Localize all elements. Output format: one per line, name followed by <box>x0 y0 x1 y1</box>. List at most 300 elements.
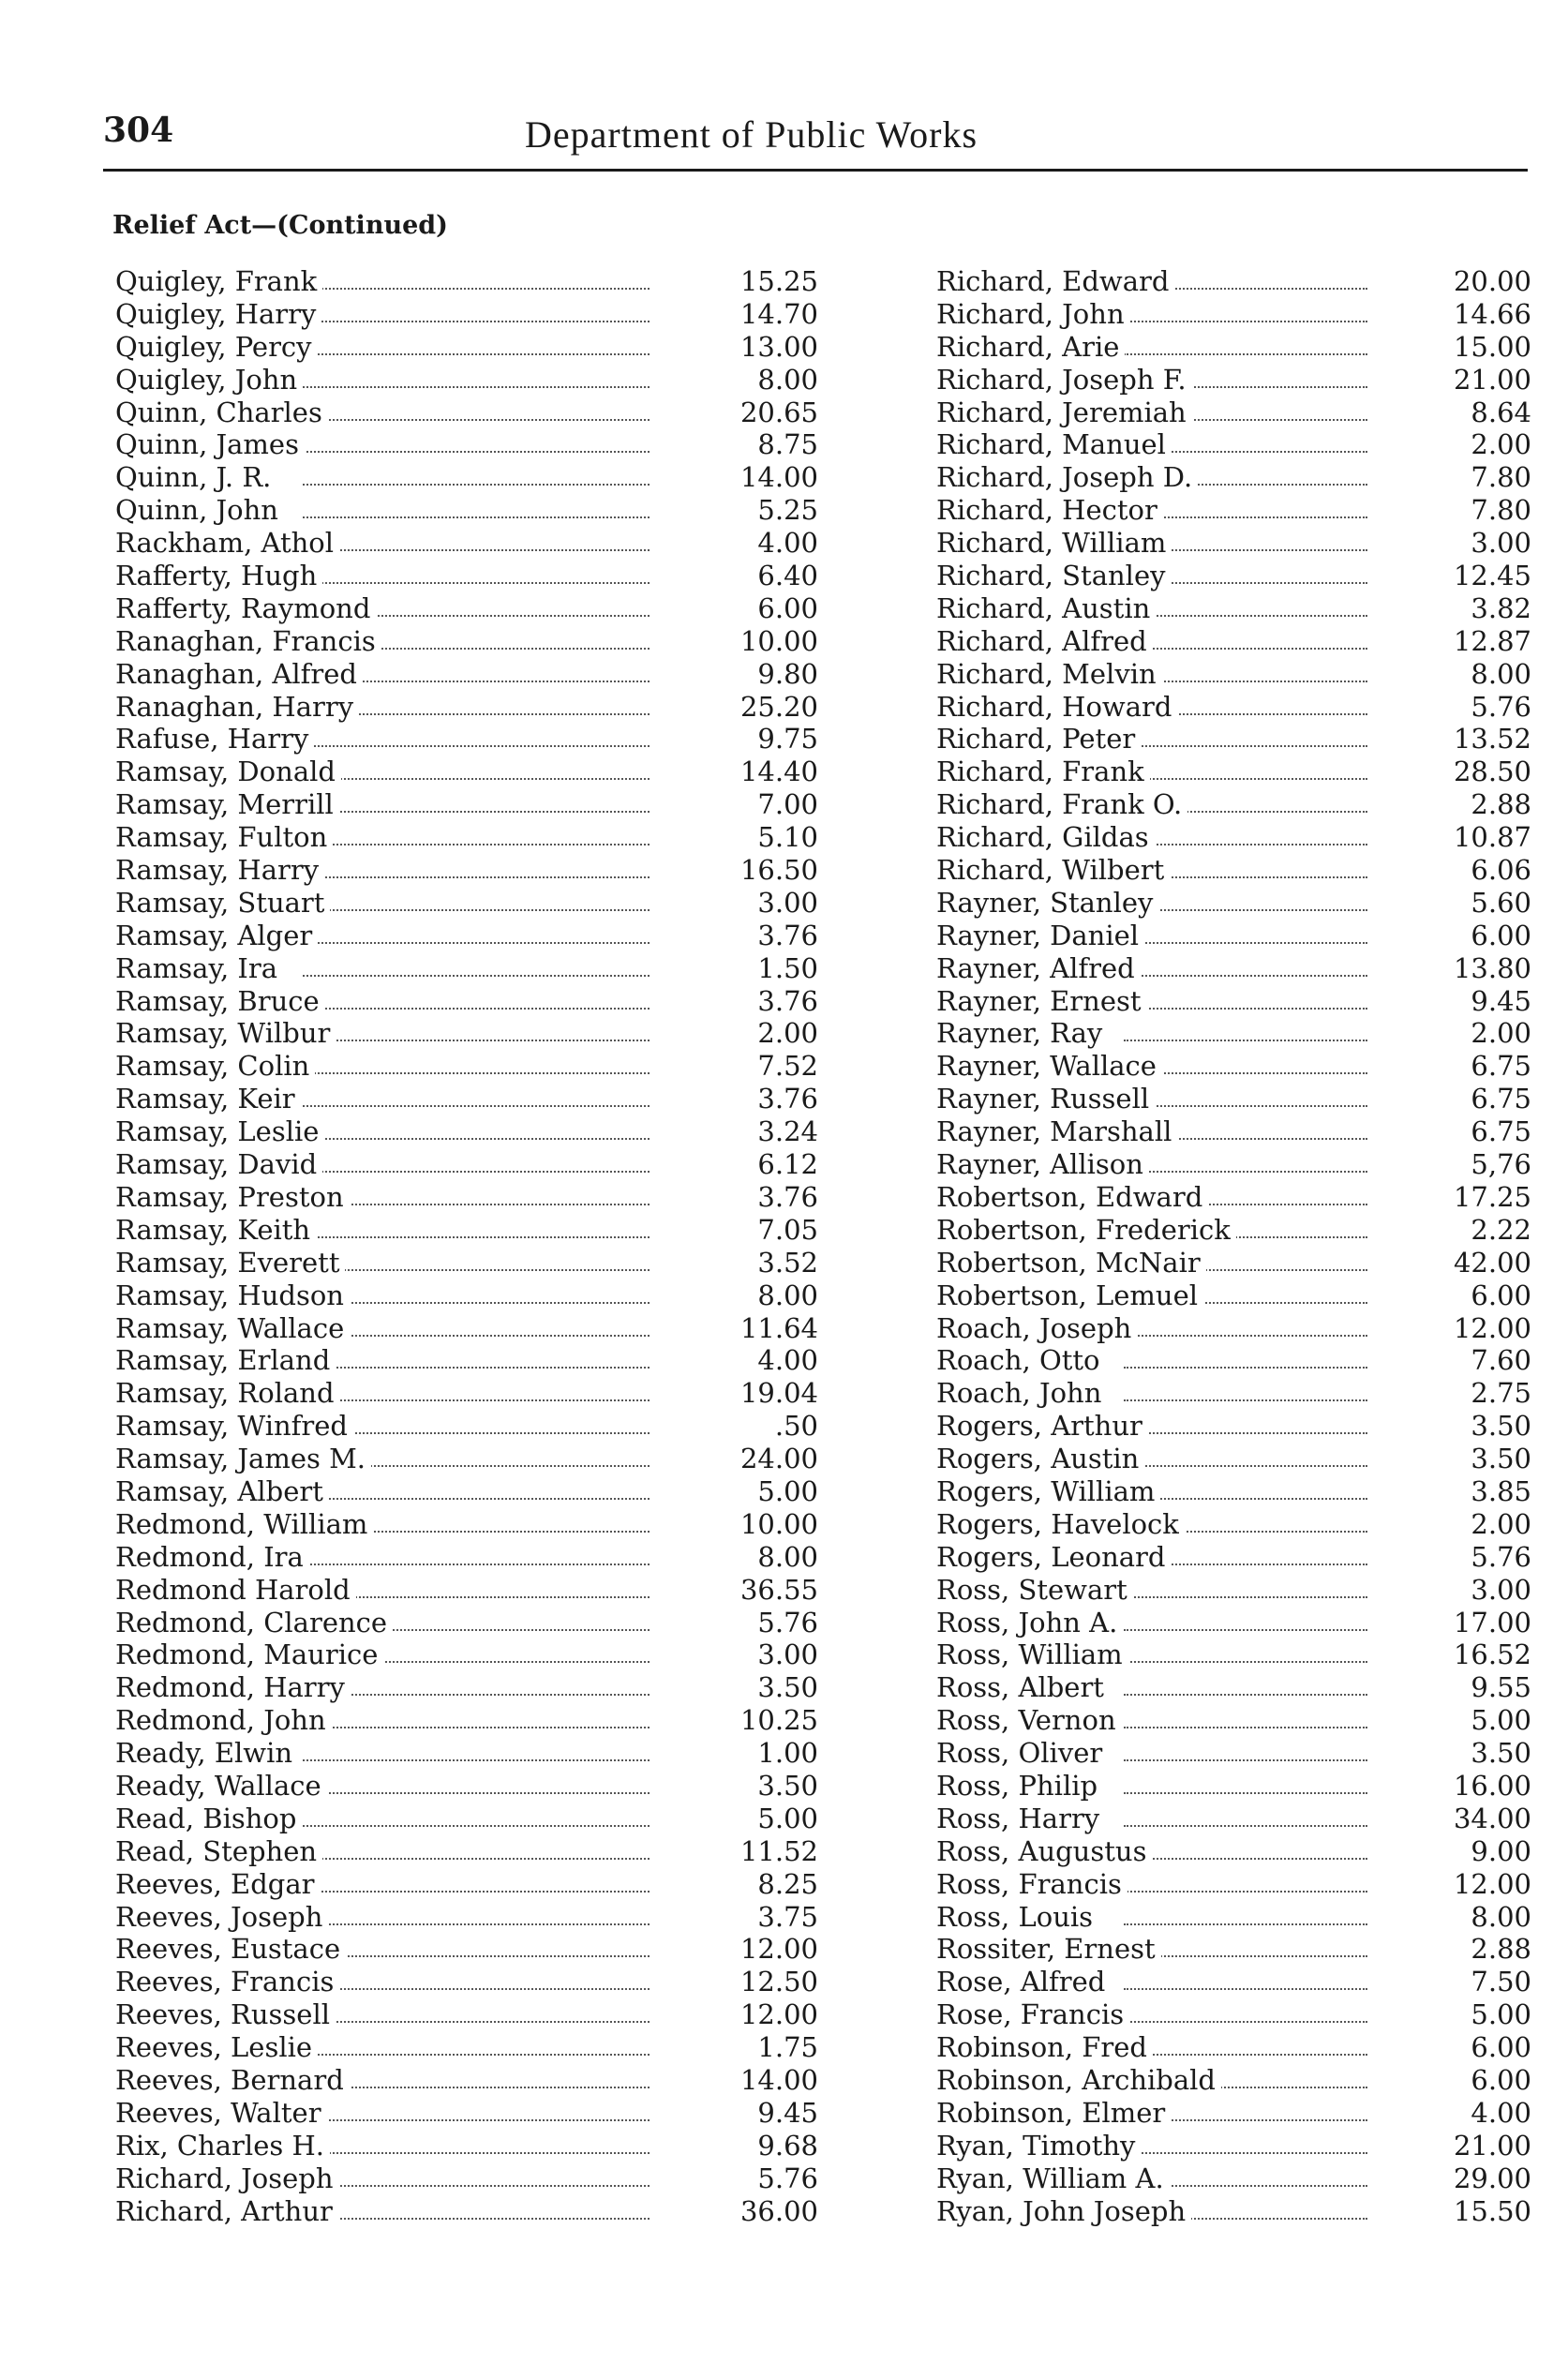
list-item <box>936 2064 1536 2097</box>
payment-amount: 5.00 <box>1471 1704 1531 1737</box>
list-item <box>115 821 818 854</box>
payment-amount: 9.45 <box>757 2096 818 2129</box>
list-item <box>936 1377 1536 1410</box>
list-item <box>936 560 1536 592</box>
payee-name: Ramsay, Keith <box>115 1214 316 1247</box>
dot-leader <box>303 1267 650 1271</box>
list-item <box>115 1867 818 1901</box>
dot-leader <box>1124 1038 1367 1041</box>
list-item <box>115 657 818 691</box>
payment-amount: 2.00 <box>1471 428 1531 461</box>
payment-amount: 34.00 <box>1453 1802 1531 1834</box>
list-item <box>115 690 818 724</box>
payee-name: Ross, Francis <box>936 1868 1127 1901</box>
dot-leader <box>1124 1430 1367 1434</box>
dot-leader <box>303 1692 650 1696</box>
dot-leader <box>303 547 650 551</box>
payment-amount: 21.00 <box>1453 2129 1531 2162</box>
payment-amount: 16.50 <box>739 854 818 887</box>
payee-name: Rayner, Stanley <box>936 887 1158 920</box>
payment-amount: 20.00 <box>1453 265 1531 297</box>
payee-name: Ryan, William A. <box>936 2162 1170 2195</box>
payee-name: Reeves, Joseph <box>115 1901 328 1934</box>
payee-name: Ross, Oliver <box>936 1737 1108 1770</box>
payee-name: Richard, Alfred <box>936 625 1153 658</box>
page-number: 304 <box>103 111 174 150</box>
payee-name: Rogers, Havelock <box>936 1508 1185 1541</box>
payee-name: Robertson, McNair <box>936 1247 1206 1279</box>
list-item <box>115 1998 818 2031</box>
payment-amount: 5.10 <box>757 821 818 854</box>
payee-name: Reeves, Edgar <box>115 1868 320 1901</box>
list-item <box>115 1573 818 1607</box>
list-item <box>936 1050 1536 1083</box>
dot-leader <box>303 1038 650 1041</box>
list-item <box>115 1540 818 1574</box>
payment-amount: 5.00 <box>757 1474 818 1507</box>
list-item <box>936 1770 1536 1803</box>
dot-leader <box>303 1856 650 1860</box>
payee-name: Richard, Peter <box>936 723 1141 756</box>
dot-leader <box>303 1070 650 1074</box>
payment-amount: 6.00 <box>1471 1279 1531 1311</box>
list-item <box>936 1704 1536 1737</box>
list-item <box>115 1606 818 1639</box>
dot-leader <box>1124 2150 1367 2154</box>
payee-name: Ramsay, Stuart <box>115 887 330 920</box>
list-item <box>936 1410 1536 1443</box>
payment-amount: 6.00 <box>1471 2063 1531 2096</box>
list-item <box>936 1607 1536 1639</box>
payee-name: Quinn, Charles <box>115 396 328 429</box>
payee-name: Ramsay, Ira <box>115 952 283 985</box>
payment-amount: 12.45 <box>1453 560 1531 592</box>
dot-leader <box>303 449 650 453</box>
dot-leader <box>303 2150 650 2154</box>
payment-amount: 4.00 <box>1471 2096 1531 2129</box>
payment-amount: 12.87 <box>1453 624 1531 657</box>
list-item <box>936 592 1536 625</box>
dot-leader <box>303 743 650 747</box>
payment-amount: 8.00 <box>1471 657 1531 690</box>
payment-amount: 2.88 <box>1471 788 1531 821</box>
payment-amount: 11.52 <box>739 1834 818 1867</box>
payee-name: Ross, Philip <box>936 1770 1103 1803</box>
payee-name: Redmond Harold <box>115 1574 356 1607</box>
payee-name: Ranaghan, Francis <box>115 625 381 658</box>
list-item <box>115 951 818 985</box>
list-item <box>936 331 1536 364</box>
payment-amount: 17.00 <box>1453 1606 1531 1638</box>
payee-name: Rafferty, Raymond <box>115 592 376 625</box>
payment-amount: 3.50 <box>757 1769 818 1802</box>
dot-leader <box>1124 1006 1367 1010</box>
payee-name: Roach, Otto <box>936 1344 1105 1377</box>
list-item <box>936 364 1536 396</box>
dot-leader <box>1124 1889 1367 1893</box>
dot-leader <box>303 1430 650 1434</box>
dot-leader <box>303 2183 650 2187</box>
payee-name: Richard, Joseph F. <box>936 364 1192 396</box>
dot-leader <box>303 809 650 813</box>
payee-name: Redmond, Clarence <box>115 1607 393 1639</box>
list-item <box>115 2162 818 2195</box>
list-item <box>115 919 818 952</box>
payee-name: Rayner, Wallace <box>936 1050 1162 1083</box>
payee-name: Ross, Stewart <box>936 1574 1133 1607</box>
payment-amount: 7.60 <box>1471 1344 1531 1377</box>
list-item <box>115 363 818 396</box>
dot-leader <box>1124 1103 1367 1107</box>
payee-name: Rix, Charles H. <box>115 2130 330 2162</box>
payee-name: Ross, Harry <box>936 1803 1105 1835</box>
payee-name: Richard, Frank O. <box>936 788 1187 821</box>
list-item <box>936 821 1536 854</box>
list-item <box>936 952 1536 985</box>
payee-name: Redmond, John <box>115 1704 332 1737</box>
dot-leader <box>303 1006 650 1010</box>
payment-amount: 16.00 <box>1453 1769 1531 1802</box>
payment-amount: 7.50 <box>1471 1966 1531 1998</box>
list-item <box>936 2031 1536 2064</box>
payment-amount: 36.55 <box>739 1573 818 1606</box>
dot-leader <box>303 1823 650 1827</box>
payment-amount: 7.80 <box>1471 494 1531 527</box>
payee-name: Read, Bishop <box>115 1803 302 1835</box>
dot-leader <box>303 580 650 584</box>
payee-name: Redmond, Ira <box>115 1541 309 1574</box>
dot-leader <box>1124 1659 1367 1663</box>
list-item <box>115 1704 818 1737</box>
payee-name: Ross, Vernon <box>936 1704 1122 1737</box>
list-item <box>115 1671 818 1704</box>
payee-name: Rayner, Marshall <box>936 1115 1177 1148</box>
dot-leader <box>303 2117 650 2121</box>
payee-name: Ramsay, Fulton <box>115 821 333 854</box>
dot-leader <box>303 940 650 944</box>
list-item <box>936 788 1536 821</box>
payee-name: Richard, Arie <box>936 331 1125 364</box>
dot-leader <box>303 1365 650 1369</box>
list-item <box>936 2097 1536 2130</box>
payment-amount: 9.68 <box>757 2129 818 2162</box>
list-item <box>115 2096 818 2130</box>
payee-name: Richard, Arthur <box>115 2195 338 2228</box>
payment-amount: 10.87 <box>1453 821 1531 854</box>
list-item <box>936 1803 1536 1835</box>
payment-amount: 15.00 <box>1453 330 1531 363</box>
payee-name: Quinn, J. R. <box>115 461 276 494</box>
list-item <box>115 527 818 560</box>
list-item <box>115 1443 818 1475</box>
payee-name: Read, Stephen <box>115 1835 322 1868</box>
list-item <box>936 1247 1536 1279</box>
list-item <box>115 886 818 920</box>
payment-amount: 8.00 <box>757 363 818 396</box>
payment-amount: 6.75 <box>1471 1050 1531 1083</box>
payee-name: Rayner, Allison <box>936 1148 1149 1181</box>
payment-amount: 13.52 <box>1453 723 1531 756</box>
payee-name: Robinson, Archibald <box>936 2064 1221 2097</box>
payment-amount: 3.00 <box>757 886 818 919</box>
dot-leader <box>303 1790 650 1794</box>
list-item <box>115 265 818 298</box>
dot-leader <box>303 1333 650 1337</box>
dot-leader <box>303 907 650 911</box>
payee-name: Ranaghan, Harry <box>115 691 359 724</box>
payment-amount: 19.04 <box>739 1377 818 1410</box>
payment-amount: 3.50 <box>1471 1410 1531 1443</box>
payee-name: Ross, Augustus <box>936 1835 1152 1868</box>
payee-name: Richard, Joseph D. <box>936 461 1198 494</box>
payment-amount: 6.12 <box>757 1148 818 1181</box>
payment-amount: 5.76 <box>757 1606 818 1638</box>
payment-amount: 13.00 <box>739 330 818 363</box>
payee-name: Reeves, Walter <box>115 2097 327 2130</box>
dot-leader <box>303 482 650 486</box>
payee-name: Ryan, Timothy <box>936 2130 1141 2162</box>
payment-amount: 3.52 <box>757 1246 818 1279</box>
payee-name: Richard, William <box>936 527 1172 560</box>
dot-leader <box>1124 1627 1367 1631</box>
payee-name: Ramsay, Roland <box>115 1377 340 1410</box>
dot-leader <box>303 1758 650 1761</box>
list-item <box>936 1508 1536 1541</box>
list-item <box>115 624 818 658</box>
list-item <box>115 1737 818 1770</box>
payee-name: Ross, William <box>936 1638 1128 1671</box>
dot-leader <box>1124 646 1367 650</box>
payee-name: Robertson, Lemuel <box>936 1279 1203 1312</box>
list-item <box>936 1344 1536 1377</box>
dot-leader <box>303 2052 650 2056</box>
dot-leader <box>1124 1169 1367 1173</box>
payee-name: Ramsay, Bruce <box>115 985 325 1018</box>
payment-amount: 16.52 <box>1453 1638 1531 1671</box>
payee-name: Rogers, William <box>936 1475 1160 1508</box>
dot-leader <box>303 973 650 977</box>
list-item <box>115 984 818 1018</box>
list-item <box>115 2129 818 2162</box>
payment-amount: 5.00 <box>757 1802 818 1834</box>
payment-amount: 1.00 <box>757 1737 818 1770</box>
list-item <box>115 1213 818 1247</box>
payment-amount: 6.75 <box>1471 1115 1531 1148</box>
payment-amount: 25.20 <box>739 690 818 723</box>
payee-name: Ramsay, Alger <box>115 920 318 952</box>
payee-name: Richard, Stanley <box>936 560 1172 592</box>
payment-amount: 14.40 <box>739 756 818 788</box>
list-item <box>936 1574 1536 1607</box>
payee-name: Redmond, Harry <box>115 1671 351 1704</box>
dot-leader <box>303 1234 650 1238</box>
payment-amount: 14.00 <box>739 461 818 494</box>
payment-amount: 8.00 <box>757 1540 818 1573</box>
payee-name: Ramsay, Colin <box>115 1050 315 1083</box>
payment-amount: 5.25 <box>757 494 818 527</box>
list-item <box>936 1214 1536 1247</box>
list-item <box>936 1901 1536 1934</box>
payment-amount: 20.65 <box>739 396 818 428</box>
dot-leader <box>1124 2052 1367 2056</box>
list-item <box>936 691 1536 724</box>
header-rule <box>103 169 1528 172</box>
list-item <box>115 1474 818 1508</box>
dot-leader <box>303 1986 650 1990</box>
dot-leader <box>1124 940 1367 944</box>
list-item <box>936 1835 1536 1868</box>
list-item <box>115 1638 818 1671</box>
payment-amount: 4.00 <box>757 1344 818 1377</box>
payment-amount: 6.75 <box>1471 1083 1531 1115</box>
dot-leader <box>303 1922 650 1925</box>
payee-name: Ross, Louis <box>936 1901 1098 1934</box>
payee-name: Ross, John A. <box>936 1607 1123 1639</box>
payment-amount: .50 <box>774 1410 818 1443</box>
payment-amount: 10.25 <box>739 1704 818 1737</box>
list-item <box>115 1050 818 1083</box>
dot-leader <box>303 1496 650 1500</box>
list-item <box>936 265 1536 298</box>
payee-name: Richard, Austin <box>936 592 1156 625</box>
payment-amount: 42.00 <box>1453 1246 1531 1279</box>
payee-name: Rayner, Daniel <box>936 920 1144 952</box>
list-item <box>115 1279 818 1312</box>
payment-amount: 15.25 <box>739 265 818 297</box>
payment-amount: 15.50 <box>1453 2194 1531 2227</box>
section-heading: Relief Act—(Continued) <box>112 211 448 240</box>
dot-leader <box>303 1300 650 1304</box>
dot-leader <box>1124 1922 1367 1925</box>
list-item <box>936 494 1536 527</box>
payment-amount: 28.50 <box>1453 756 1531 788</box>
payment-amount: 6.40 <box>757 560 818 592</box>
payee-name: Rayner, Ray <box>936 1017 1108 1050</box>
list-item <box>936 1279 1536 1312</box>
left-column-list <box>115 265 818 2227</box>
payment-amount: 3.00 <box>1471 527 1531 560</box>
payment-amount: 36.00 <box>739 2194 818 2227</box>
dot-leader <box>303 776 650 780</box>
payee-name: Roach, John <box>936 1377 1107 1410</box>
dot-leader <box>1124 973 1367 977</box>
dot-leader <box>303 1202 650 1205</box>
right-column-list <box>936 265 1536 2227</box>
list-item <box>936 985 1536 1018</box>
payee-name: Richard, Gildas <box>936 821 1155 854</box>
dot-leader <box>1124 1333 1367 1337</box>
list-item <box>936 723 1536 756</box>
payment-amount: 6.00 <box>1471 2031 1531 2064</box>
payment-amount: 5.76 <box>1471 690 1531 723</box>
payment-amount: 13.80 <box>1453 951 1531 984</box>
list-item <box>936 1475 1536 1508</box>
payee-name: Ramsay, Keir <box>115 1083 301 1115</box>
payee-name: Ramsay, David <box>115 1148 322 1181</box>
payment-amount: 4.00 <box>757 527 818 560</box>
payee-name: Rayner, Alfred <box>936 952 1141 985</box>
payee-name: Reeves, Leslie <box>115 2031 318 2064</box>
list-item <box>115 1017 818 1050</box>
list-item <box>936 428 1536 461</box>
payee-name: Rose, Alfred <box>936 1966 1111 1998</box>
list-item <box>936 1998 1536 2031</box>
list-item <box>115 1834 818 1868</box>
payee-name: Ready, Elwin <box>115 1737 298 1770</box>
payee-name: Quigley, John <box>115 364 303 396</box>
list-item <box>115 494 818 527</box>
payment-amount: 29.00 <box>1453 2162 1531 2194</box>
list-item <box>936 461 1536 494</box>
list-item <box>115 461 818 494</box>
payee-name: Rogers, Leonard <box>936 1541 1171 1574</box>
list-item <box>936 658 1536 691</box>
payee-name: Rogers, Austin <box>936 1443 1144 1475</box>
payment-amount: 7.00 <box>757 788 818 821</box>
payment-amount: 2.88 <box>1471 1933 1531 1966</box>
list-item <box>115 854 818 887</box>
payee-name: Ramsay, Everett <box>115 1247 345 1279</box>
payment-amount: 2.00 <box>1471 1017 1531 1050</box>
payee-name: Richard, Joseph <box>115 2162 339 2195</box>
dot-leader <box>303 842 650 845</box>
list-item <box>115 1900 818 1934</box>
list-item <box>936 1868 1536 1901</box>
payee-name: Quigley, Frank <box>115 265 322 298</box>
payment-amount: 3.00 <box>1471 1573 1531 1606</box>
payment-amount: 3.76 <box>757 1083 818 1115</box>
payee-name: Ramsay, Leslie <box>115 1115 324 1148</box>
payee-name: Reeves, Francis <box>115 1966 339 1998</box>
payee-name: Reeves, Russell <box>115 1998 336 2031</box>
list-item <box>115 1148 818 1181</box>
list-item <box>936 887 1536 920</box>
list-item <box>936 1933 1536 1966</box>
payee-name: Ramsay, Wilbur <box>115 1017 336 1050</box>
payee-name: Quigley, Harry <box>115 298 321 331</box>
list-item <box>936 625 1536 658</box>
list-item <box>115 1115 818 1148</box>
dot-leader <box>303 1136 650 1140</box>
list-item <box>936 1443 1536 1475</box>
payee-name: Ramsay, Harry <box>115 854 324 887</box>
dot-leader <box>1124 1692 1367 1696</box>
payee-name: Ready, Wallace <box>115 1770 327 1803</box>
payee-name: Richard, Manuel <box>936 428 1172 461</box>
payee-name: Ramsay, Merrill <box>115 788 339 821</box>
payment-amount: 8.00 <box>757 1279 818 1311</box>
payment-amount: 14.70 <box>739 297 818 330</box>
dot-leader <box>1124 1986 1367 1990</box>
payment-amount: 3.50 <box>1471 1443 1531 1475</box>
payment-amount: 3.50 <box>1471 1737 1531 1770</box>
dot-leader <box>303 1889 650 1893</box>
dot-leader <box>1124 1365 1367 1369</box>
dot-leader <box>1124 319 1367 322</box>
dot-leader <box>1124 776 1367 780</box>
payee-name: Robertson, Edward <box>936 1181 1208 1214</box>
payment-amount: 12.00 <box>1453 1867 1531 1900</box>
list-item <box>115 1311 818 1345</box>
payee-name: Quinn, John <box>115 494 284 527</box>
dot-leader <box>303 1562 650 1565</box>
list-item <box>936 920 1536 952</box>
payee-name: Rafferty, Hugh <box>115 560 322 592</box>
list-item <box>936 1312 1536 1345</box>
dot-leader <box>303 384 650 388</box>
payment-amount: 5.76 <box>1471 1540 1531 1573</box>
payment-amount: 9.55 <box>1471 1671 1531 1704</box>
